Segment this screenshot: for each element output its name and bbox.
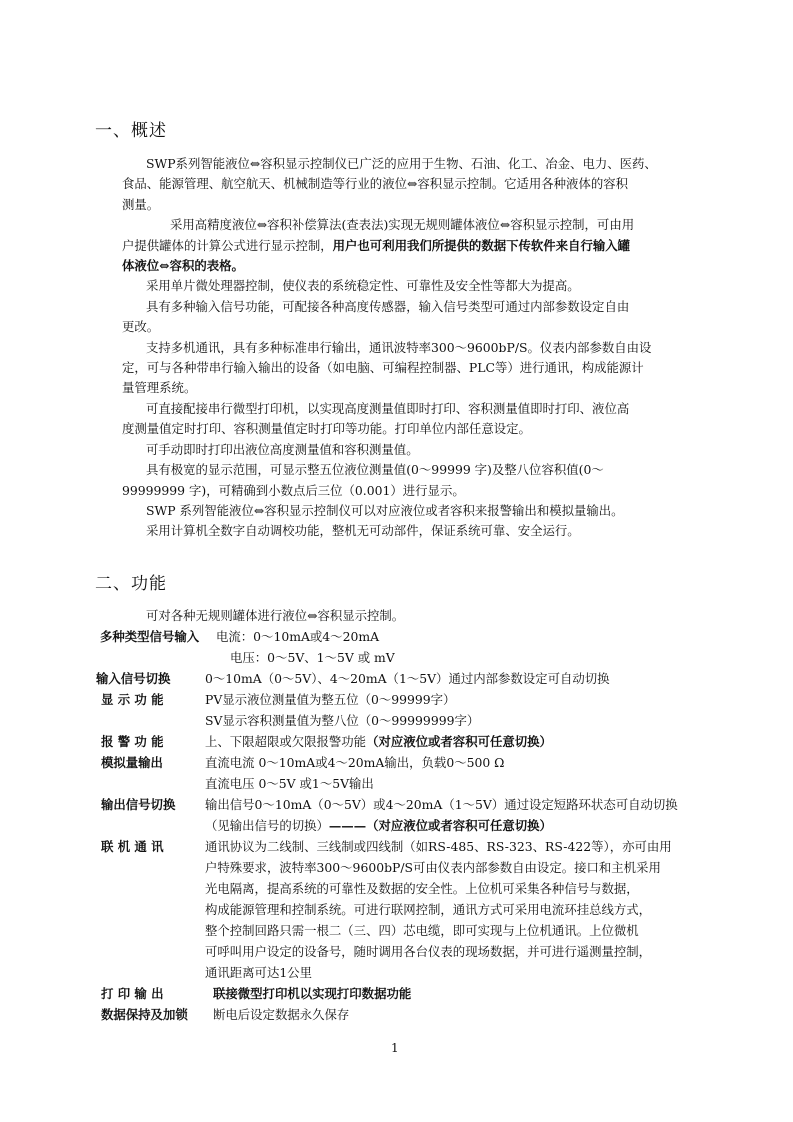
para3-line1: 采用单片微处理器控制，使仪表的系统稳定性、可靠性及安全性等都大为提高。 xyxy=(146,278,580,294)
para6-line1: 可直接配接串行微型打印机，以实现高度测量值即时打印、容积测量值即时打印、液位高 xyxy=(146,400,630,416)
comm-line-7: 通讯距离可达1公里 xyxy=(205,965,313,980)
comm-line-2: 户特殊要求，波特率300～9600bP/S可由仪表内部参数自由设定。接口和主机采用 xyxy=(205,860,661,875)
input-types-voltage: 电压：0～5V、1～5V 或 mV xyxy=(230,650,395,665)
para2-line2 xyxy=(122,236,700,256)
output-switch-line1: 输出信号0～10mA（0～5V）或4～20mA（1～5V）通过设定短路环状态可自动切换 xyxy=(205,797,678,812)
overview-paragraphs xyxy=(122,154,700,542)
display-sv: SV显示容积测量值为整八位（0～99999999字） xyxy=(205,713,480,728)
output-switch-line2-normal: （见输出信号的切换） xyxy=(205,818,329,833)
para2-line1: 采用高精度液位⇔容积补偿算法(查表法)实现无规则罐体液位⇔容积显示控制，可由用 xyxy=(170,217,635,233)
page-number: 1 xyxy=(391,1041,399,1055)
input-switch-value: 0～10mA（0～5V）、4～20mA（1～5V）通过内部参数设定可自动切换 xyxy=(205,671,610,686)
para10-line1: 采用计算机全数字自动调校功能，整机无可动部件，保证系统可靠、安全运行。 xyxy=(146,523,580,539)
comm-line-6: 可呼叫用户设定的设备号，随时调用各台仪表的现场数据，并可进行遥测量控制， xyxy=(205,944,652,959)
para1-line1: SWP系列智能液位⇔容积显示控制仪已广泛的应用于生物、石油、化工、冶金、电力、医药、 xyxy=(146,156,657,171)
print-output-label: 打 印 输 出 xyxy=(101,986,164,1001)
para2-line3: 体液位⇔容积的表格。 xyxy=(122,258,244,274)
para4-line2: 更改。 xyxy=(122,319,160,335)
para6-line2: 度测量值定时打印、容积测量值定时打印等功能。打印单位内部任意设定。 xyxy=(122,421,531,437)
para4-line1: 具有多种输入信号功能，可配接各种高度传感器，输入信号类型可通过内部参数设定自由 xyxy=(146,298,630,314)
output-switch-label: 输出信号切换 xyxy=(101,797,176,812)
para7-line1: 可手动即时打印出液位高度测量值和容积测量值。 xyxy=(146,441,419,457)
para1-line3: 测量。 xyxy=(122,196,160,212)
para5-line3: 量管理系统。 xyxy=(122,380,197,396)
para2-line2-normal: 户提供罐体的计算公式进行显示控制， xyxy=(122,237,333,253)
display-pv: PV显示液位测量值为整五位（0～99999字） xyxy=(205,692,456,707)
alarm-label: 报 警 功 能 xyxy=(101,734,164,749)
print-output-value: 联接微型打印机以实现打印数据功能 xyxy=(213,986,412,1001)
output-switch-line2-bold: ———（对应液位或者容积可任意切换） xyxy=(328,818,552,833)
data-hold-label: 数据保持及加锁 xyxy=(101,1007,188,1022)
analog-output-current: 直流电流 0～10mA或4～20mA输出，负载0～500 Ω xyxy=(205,755,505,770)
display-label: 显 示 功 能 xyxy=(101,692,164,707)
para5-line1: 支持多机通讯，具有多种标准串行输出，通讯波特率300～9600bP/S。仪表内部参数自由设 xyxy=(146,339,652,355)
section-title-overview: 一、概述 xyxy=(95,121,167,141)
alarm-value-bold: （对应液位或者容积可任意切换） xyxy=(366,734,552,749)
alarm-value xyxy=(205,732,552,752)
comm-line-5: 整个控制回路只需一根二（三、四）芯电缆，即可实现与上位机通讯。上位微机 xyxy=(205,923,639,938)
analog-output-voltage: 直流电压 0～5V 或1～5V输出 xyxy=(205,776,374,791)
para5-line2: 定，可与各种带串行输入输出的设备（如电脑、可编程控制器、PLC等）进行通讯，构成能源计 xyxy=(122,360,644,376)
comm-label: 联 机 通 讯 xyxy=(101,839,164,854)
input-types-label: 多种类型信号输入 xyxy=(100,629,200,644)
functions-intro: 可对各种无规则罐体进行液位⇔容积显示控制。 xyxy=(146,608,405,623)
input-switch-label: 输入信号切换 xyxy=(96,671,171,686)
comm-line-3: 光电隔离，提高系统的可靠性及数据的安全性。上位机可采集各种信号与数据， xyxy=(205,881,639,896)
para9-line1: SWP 系列智能液位⇔容积显示控制仪可以对应液位或者容积来报警输出和模拟量输出。 xyxy=(146,502,624,518)
para2-line2-bold: 用户也可利用我们所提供的数据下传软件来自行输入罐 xyxy=(332,237,631,253)
output-switch-line2 xyxy=(205,816,552,836)
comm-line-1: 通讯协议为二线制、三线制或四线制（如RS-485、RS-323、RS-422等），亦可由用 xyxy=(205,839,672,854)
comm-line-4: 构成能源管理和控制系统。可进行联网控制，通讯方式可采用电流环挂总线方式， xyxy=(205,902,652,917)
input-types-current: 电流：0～10mA或4～20mA xyxy=(216,629,380,644)
analog-output-label: 模拟量输出 xyxy=(101,755,163,770)
para8-line1: 具有极宽的显示范围，可显示整五位液位测量值(0～99999 字)及整八位容积值(0～ xyxy=(146,462,604,478)
data-hold-value: 断电后设定数据永久保存 xyxy=(213,1007,350,1022)
section-title-functions: 二、功能 xyxy=(95,574,167,594)
para1-line2: 食品、能源管理、航空航天、机械制造等行业的液位⇔容积显示控制。它适用各种液体的容积 xyxy=(122,176,629,192)
para8-line2: 99999999 字)，可精确到小数点后三位（0.001）进行显示。 xyxy=(122,482,465,498)
alarm-value-normal: 上、下限超限或欠限报警功能 xyxy=(205,734,367,749)
